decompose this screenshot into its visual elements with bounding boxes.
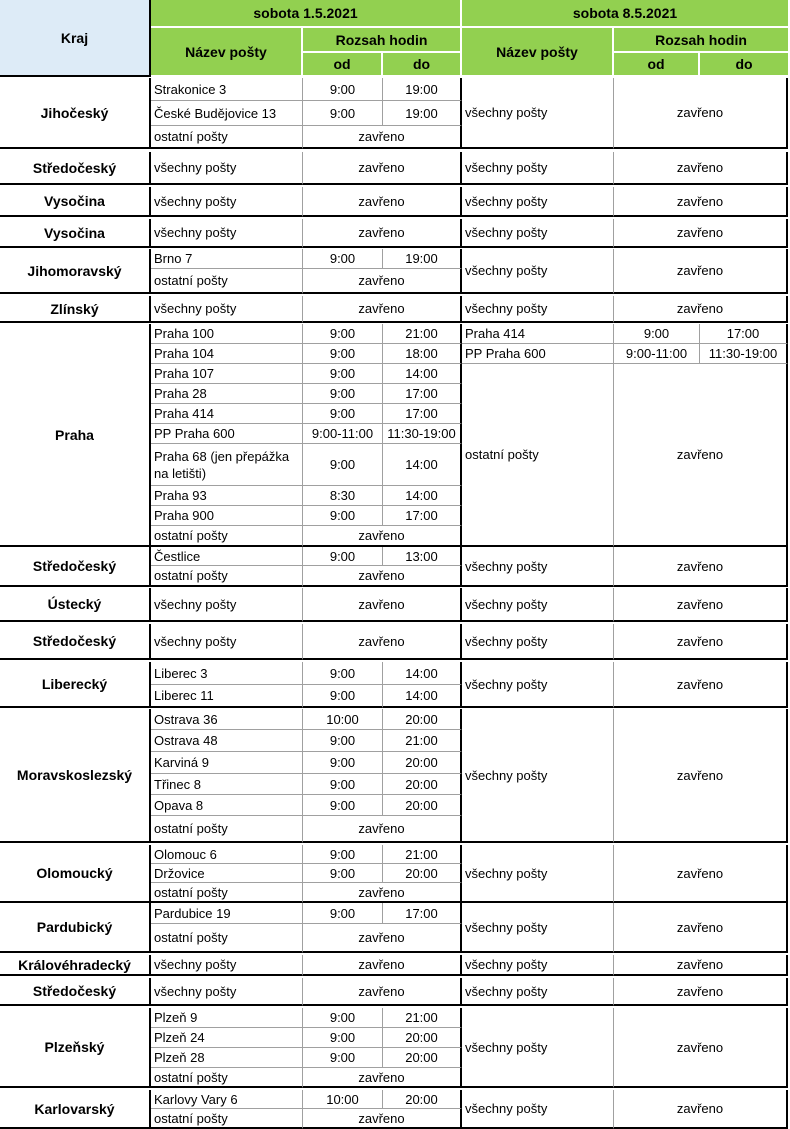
post-office-name: všechny pošty <box>151 152 303 185</box>
status-closed: zavřeno <box>614 219 788 248</box>
post-office-name: všechny pošty <box>462 1090 614 1129</box>
post-office-name: všechny pošty <box>462 187 614 217</box>
status-closed: zavřeno <box>614 662 788 708</box>
post-office-name: Liberec 3 <box>151 662 303 685</box>
opening-time: 9:00 <box>303 344 383 364</box>
post-office-name: PP Praha 600 <box>151 424 303 444</box>
status-closed: zavřeno <box>614 1090 788 1129</box>
closing-time: 17:00 <box>383 404 462 424</box>
post-office-name: Čestlice <box>151 547 303 566</box>
post-office-name: všechny pošty <box>151 624 303 660</box>
post-office-name: Držovice <box>151 864 303 883</box>
status-closed: zavřeno <box>303 883 462 903</box>
status-closed: zavřeno <box>303 924 462 953</box>
status-closed: zavřeno <box>303 955 462 976</box>
post-office-name: ostatní pošty <box>151 816 303 843</box>
header-rozsah-day2: Rozsah hodin <box>614 28 790 53</box>
closing-time: 20:00 <box>383 709 462 730</box>
closing-time: 14:00 <box>383 444 462 486</box>
region-row <box>0 709 790 843</box>
status-closed: zavřeno <box>303 296 462 323</box>
status-closed: zavřeno <box>303 187 462 217</box>
post-office-name: všechny pošty <box>151 978 303 1006</box>
post-office-name: Ostrava 36 <box>151 709 303 730</box>
opening-time: 9:00 <box>303 845 383 864</box>
closing-time: 21:00 <box>383 845 462 864</box>
opening-time: 9:00 <box>303 774 383 795</box>
post-office-name: všechny pošty <box>462 249 614 294</box>
post-office-name: Praha 900 <box>151 506 303 526</box>
status-closed: zavřeno <box>614 249 788 294</box>
header-day2: sobota 8.5.2021 <box>462 0 790 28</box>
status-closed: zavřeno <box>614 547 788 587</box>
opening-time: 9:00 <box>303 404 383 424</box>
opening-time: 9:00 <box>303 384 383 404</box>
post-office-name: Pardubice 19 <box>151 903 303 924</box>
closing-time: 14:00 <box>383 486 462 506</box>
post-office-name: všechny pošty <box>151 187 303 217</box>
region-row <box>0 152 790 185</box>
opening-time: 9:00 <box>303 730 383 752</box>
region-name: Liberecký <box>0 662 151 708</box>
post-office-name: Plzeň 24 <box>151 1028 303 1048</box>
post-office-name: České Budějovice 13 <box>151 101 303 126</box>
region-name: Olomoucký <box>0 845 151 903</box>
region-row <box>0 187 790 217</box>
post-office-name: všechny pošty <box>462 709 614 843</box>
region-row <box>0 978 790 1006</box>
header-nazev-day1: Název pošty <box>151 28 303 77</box>
region-name: Jihočeský <box>0 78 151 149</box>
status-closed: zavřeno <box>614 296 788 323</box>
status-closed: zavřeno <box>614 152 788 185</box>
region-row <box>0 903 790 953</box>
status-closed: zavřeno <box>614 978 788 1006</box>
post-office-name: ostatní pošty <box>151 924 303 953</box>
opening-time: 9:00 <box>303 444 383 486</box>
region-row <box>0 588 790 622</box>
post-office-name: Praha 414 <box>462 324 614 344</box>
table-header <box>0 0 790 77</box>
opening-time: 9:00 <box>303 547 383 566</box>
closing-time: 20:00 <box>383 752 462 774</box>
closing-time: 17:00 <box>383 384 462 404</box>
closing-time: 21:00 <box>383 1008 462 1028</box>
post-office-name: ostatní pošty <box>151 126 303 149</box>
opening-time: 9:00 <box>303 795 383 816</box>
header-od-day1: od <box>303 53 383 77</box>
post-office-name: všechny pošty <box>151 955 303 976</box>
status-closed: zavřeno <box>303 588 462 622</box>
post-office-name: Praha 107 <box>151 364 303 384</box>
status-closed: zavřeno <box>614 955 788 976</box>
closing-time: 19:00 <box>383 101 462 126</box>
region-row <box>0 662 790 708</box>
region-row <box>0 624 790 660</box>
status-closed: zavřeno <box>303 526 462 547</box>
closing-time: 20:00 <box>383 1090 462 1109</box>
closing-time: 18:00 <box>383 344 462 364</box>
status-closed: zavřeno <box>614 709 788 843</box>
post-office-name: všechny pošty <box>462 978 614 1006</box>
region-row <box>0 547 790 587</box>
closing-time: 20:00 <box>383 1028 462 1048</box>
opening-time: 9:00 <box>303 364 383 384</box>
post-office-name: ostatní pošty <box>462 364 614 547</box>
post-office-name: Praha 28 <box>151 384 303 404</box>
region-name: Vysočina <box>0 187 151 217</box>
region-name: Plzeňský <box>0 1008 151 1088</box>
closing-time: 19:00 <box>383 78 462 101</box>
opening-time: 9:00 <box>303 864 383 883</box>
post-office-name: všechny pošty <box>462 78 614 149</box>
status-closed: zavřeno <box>303 624 462 660</box>
status-closed: zavřeno <box>303 126 462 149</box>
region-row <box>0 1090 790 1129</box>
region-name: Zlínský <box>0 296 151 323</box>
region-name: Královéhradecký <box>0 955 151 976</box>
closing-time: 20:00 <box>383 774 462 795</box>
post-office-name: všechny pošty <box>462 588 614 622</box>
opening-time: 9:00-11:00 <box>303 424 383 444</box>
region-row <box>0 324 790 547</box>
region-row <box>0 78 790 149</box>
header-do-day1: do <box>383 53 462 77</box>
status-closed: zavřeno <box>303 152 462 185</box>
post-office-name: všechny pošty <box>462 624 614 660</box>
status-closed: zavřeno <box>614 78 788 149</box>
opening-time: 10:00 <box>303 1090 383 1109</box>
region-name: Středočeský <box>0 624 151 660</box>
status-closed: zavřeno <box>614 187 788 217</box>
region-row <box>0 1008 790 1088</box>
status-closed: zavřeno <box>614 845 788 903</box>
region-name: Karlovarský <box>0 1090 151 1129</box>
status-closed: zavřeno <box>303 566 462 587</box>
opening-time: 9:00 <box>303 78 383 101</box>
post-office-name: Olomouc 6 <box>151 845 303 864</box>
status-closed: zavřeno <box>614 1008 788 1088</box>
status-closed: zavřeno <box>303 978 462 1006</box>
region-name: Moravskoslezský <box>0 709 151 843</box>
opening-time: 9:00 <box>303 903 383 924</box>
post-office-name: Praha 93 <box>151 486 303 506</box>
post-office-name: Praha 104 <box>151 344 303 364</box>
post-office-name: všechny pošty <box>462 1008 614 1088</box>
closing-time: 11:30-19:00 <box>700 344 788 364</box>
post-office-name: Karviná 9 <box>151 752 303 774</box>
region-row <box>0 219 790 248</box>
closing-time: 14:00 <box>383 662 462 685</box>
post-office-name: Strakonice 3 <box>151 78 303 101</box>
opening-time: 9:00-11:00 <box>614 344 700 364</box>
status-closed: zavřeno <box>303 219 462 248</box>
status-closed: zavřeno <box>614 588 788 622</box>
post-office-name: ostatní pošty <box>151 526 303 547</box>
header-rozsah-day1: Rozsah hodin <box>303 28 462 53</box>
post-office-name: Praha 68 (jen přepážka na letišti) <box>151 444 303 486</box>
region-name: Praha <box>0 324 151 547</box>
post-office-name: Plzeň 9 <box>151 1008 303 1028</box>
post-office-name: ostatní pošty <box>151 883 303 903</box>
header-day1: sobota 1.5.2021 <box>151 0 462 28</box>
post-office-name: všechny pošty <box>462 903 614 953</box>
post-office-name: Praha 414 <box>151 404 303 424</box>
status-closed: zavřeno <box>614 624 788 660</box>
region-name: Středočeský <box>0 152 151 185</box>
post-office-name: ostatní pošty <box>151 269 303 294</box>
region-name: Vysočina <box>0 219 151 248</box>
post-office-name: Třinec 8 <box>151 774 303 795</box>
opening-time: 9:00 <box>303 1048 383 1068</box>
closing-time: 17:00 <box>700 324 788 344</box>
opening-time: 9:00 <box>303 662 383 685</box>
opening-time: 9:00 <box>303 324 383 344</box>
opening-time: 9:00 <box>303 752 383 774</box>
region-name: Pardubický <box>0 903 151 953</box>
status-closed: zavřeno <box>303 816 462 843</box>
header-kraj: Kraj <box>0 0 151 77</box>
post-office-name: všechny pošty <box>462 845 614 903</box>
post-office-name: Praha 100 <box>151 324 303 344</box>
opening-time: 9:00 <box>303 101 383 126</box>
opening-time: 9:00 <box>303 249 383 269</box>
closing-time: 20:00 <box>383 1048 462 1068</box>
region-row <box>0 845 790 903</box>
post-office-name: PP Praha 600 <box>462 344 614 364</box>
post-office-name: Plzeň 28 <box>151 1048 303 1068</box>
opening-time: 9:00 <box>303 1028 383 1048</box>
post-office-name: Liberec 11 <box>151 685 303 708</box>
post-office-name: ostatní pošty <box>151 566 303 587</box>
post-office-name: ostatní pošty <box>151 1068 303 1088</box>
region-name: Středočeský <box>0 547 151 587</box>
post-office-name: Brno 7 <box>151 249 303 269</box>
status-closed: zavřeno <box>614 903 788 953</box>
post-office-name: všechny pošty <box>462 296 614 323</box>
post-office-name: Ostrava 48 <box>151 730 303 752</box>
post-office-name: ostatní pošty <box>151 1109 303 1129</box>
region-name: Jihomoravský <box>0 249 151 294</box>
header-nazev-day2: Název pošty <box>462 28 614 77</box>
post-office-name: všechny pošty <box>462 662 614 708</box>
status-closed: zavřeno <box>303 1068 462 1088</box>
post-office-name: všechny pošty <box>462 152 614 185</box>
opening-time: 9:00 <box>303 506 383 526</box>
closing-time: 11:30-19:00 <box>383 424 462 444</box>
region-row <box>0 249 790 294</box>
post-office-name: Karlovy Vary 6 <box>151 1090 303 1109</box>
post-office-name: všechny pošty <box>151 219 303 248</box>
closing-time: 14:00 <box>383 364 462 384</box>
region-name: Ústecký <box>0 588 151 622</box>
closing-time: 20:00 <box>383 864 462 883</box>
closing-time: 14:00 <box>383 685 462 708</box>
header-do-day2: do <box>700 53 790 77</box>
status-closed: zavřeno <box>614 364 788 547</box>
status-closed: zavřeno <box>303 269 462 294</box>
post-office-name: všechny pošty <box>462 547 614 587</box>
opening-time: 10:00 <box>303 709 383 730</box>
opening-time: 8:30 <box>303 486 383 506</box>
opening-time: 9:00 <box>303 685 383 708</box>
closing-time: 21:00 <box>383 324 462 344</box>
post-office-name: všechny pošty <box>151 296 303 323</box>
region-row <box>0 296 790 323</box>
header-od-day2: od <box>614 53 700 77</box>
closing-time: 20:00 <box>383 795 462 816</box>
closing-time: 17:00 <box>383 506 462 526</box>
status-closed: zavřeno <box>303 1109 462 1129</box>
closing-time: 19:00 <box>383 249 462 269</box>
opening-time: 9:00 <box>614 324 700 344</box>
post-office-name: všechny pošty <box>462 219 614 248</box>
region-name: Středočeský <box>0 978 151 1006</box>
post-office-name: všechny pošty <box>151 588 303 622</box>
closing-time: 21:00 <box>383 730 462 752</box>
closing-time: 17:00 <box>383 903 462 924</box>
region-row <box>0 955 790 976</box>
post-office-name: všechny pošty <box>462 955 614 976</box>
post-office-name: Opava 8 <box>151 795 303 816</box>
closing-time: 13:00 <box>383 547 462 566</box>
opening-time: 9:00 <box>303 1008 383 1028</box>
